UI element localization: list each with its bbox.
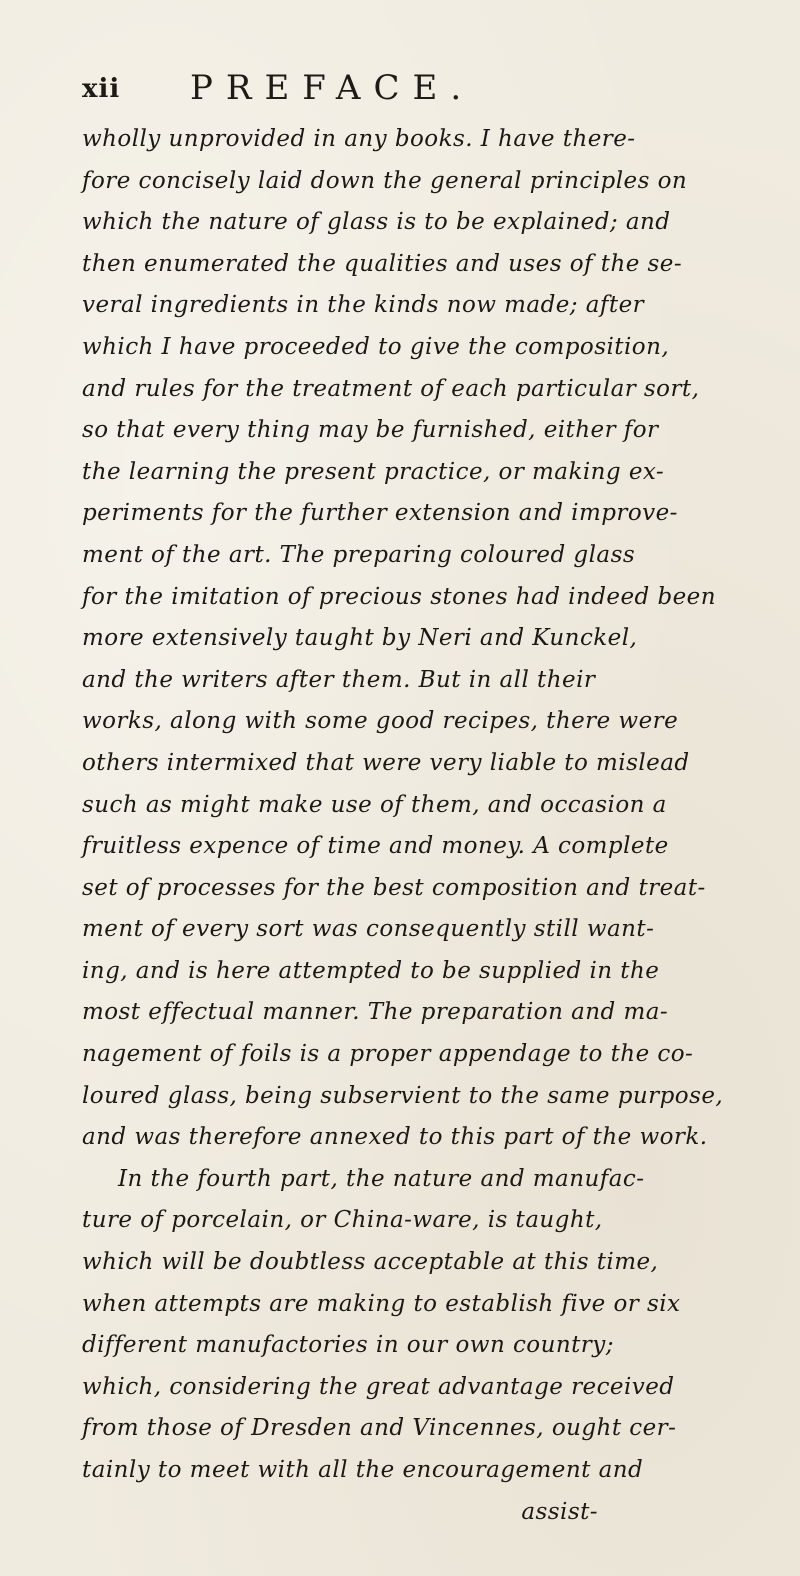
text-line: so that every thing may be furnished, either for <box>82 417 659 444</box>
text-line: the learning the present practice, or making ex- <box>82 458 665 485</box>
text-line: ment of the art. The preparing coloured glass <box>82 541 636 568</box>
page-number: xii <box>82 74 121 104</box>
text-line: nagement of foils is a proper appendage to the co- <box>82 1041 694 1068</box>
text-line: which I have proceeded to give the composition, <box>82 333 670 360</box>
text-line: which, considering the great advantage received <box>82 1373 675 1400</box>
text-line: veral ingredients in the kinds now made; after <box>82 292 645 319</box>
text-line: tainly to meet with all the encouragement and <box>82 1457 644 1483</box>
text-line: which the nature of glass is to be explained; and <box>82 209 671 236</box>
text-line: ment of every sort was consequently still want- <box>82 916 655 943</box>
text-line: such as might make use of them, and occasion a <box>82 791 667 818</box>
text-line: works, along with some good recipes, there were <box>82 708 679 735</box>
text-line: most effectual manner. The preparation and ma- <box>82 999 669 1026</box>
page-header <box>82 68 722 112</box>
text-line: fore concisely laid down the general principles on <box>82 167 688 194</box>
paragraph-start-line: In the fourth part, the nature and manufac- <box>118 1165 645 1192</box>
text-line: ing, and is here attempted to be supplied in the <box>82 957 660 984</box>
text-line: others intermixed that were very liable to mislead <box>82 749 690 776</box>
body-text <box>82 119 728 1533</box>
text-line: and rules for the treatment of each particular sort, <box>82 375 700 402</box>
text-line: set of processes for the best composition and treat- <box>82 874 706 901</box>
text-line: ture of porcelain, or China-ware, is taught, <box>82 1207 603 1234</box>
text-line: more extensively taught by Neri and Kunckel, <box>82 625 638 652</box>
text-line: and the writers after them. But in all their <box>82 666 596 693</box>
running-head: PREFACE. <box>190 68 475 108</box>
text-line: for the imitation of precious stones had indeed been <box>82 583 717 610</box>
text-line: periments for the further extension and improve- <box>82 500 678 527</box>
text-line: when attempts are making to establish five or six <box>82 1290 681 1317</box>
text-line: from those of Dresden and Vincennes, ought cer- <box>82 1415 677 1442</box>
text-line: different manufactories in our own country; <box>82 1332 614 1359</box>
catchword: assist- <box>521 1498 598 1525</box>
text-line: and was therefore annexed to this part of the work. <box>82 1124 708 1151</box>
text-line: which will be doubtless acceptable at this time, <box>82 1249 659 1276</box>
text-line: wholly unprovided in any books. I have there- <box>82 126 636 152</box>
text-line: fruitless expence of time and money. A complete <box>82 833 669 860</box>
text-line: then enumerated the qualities and uses of the se- <box>82 250 683 277</box>
text-line: loured glass, being subservient to the same purpose, <box>82 1082 724 1109</box>
